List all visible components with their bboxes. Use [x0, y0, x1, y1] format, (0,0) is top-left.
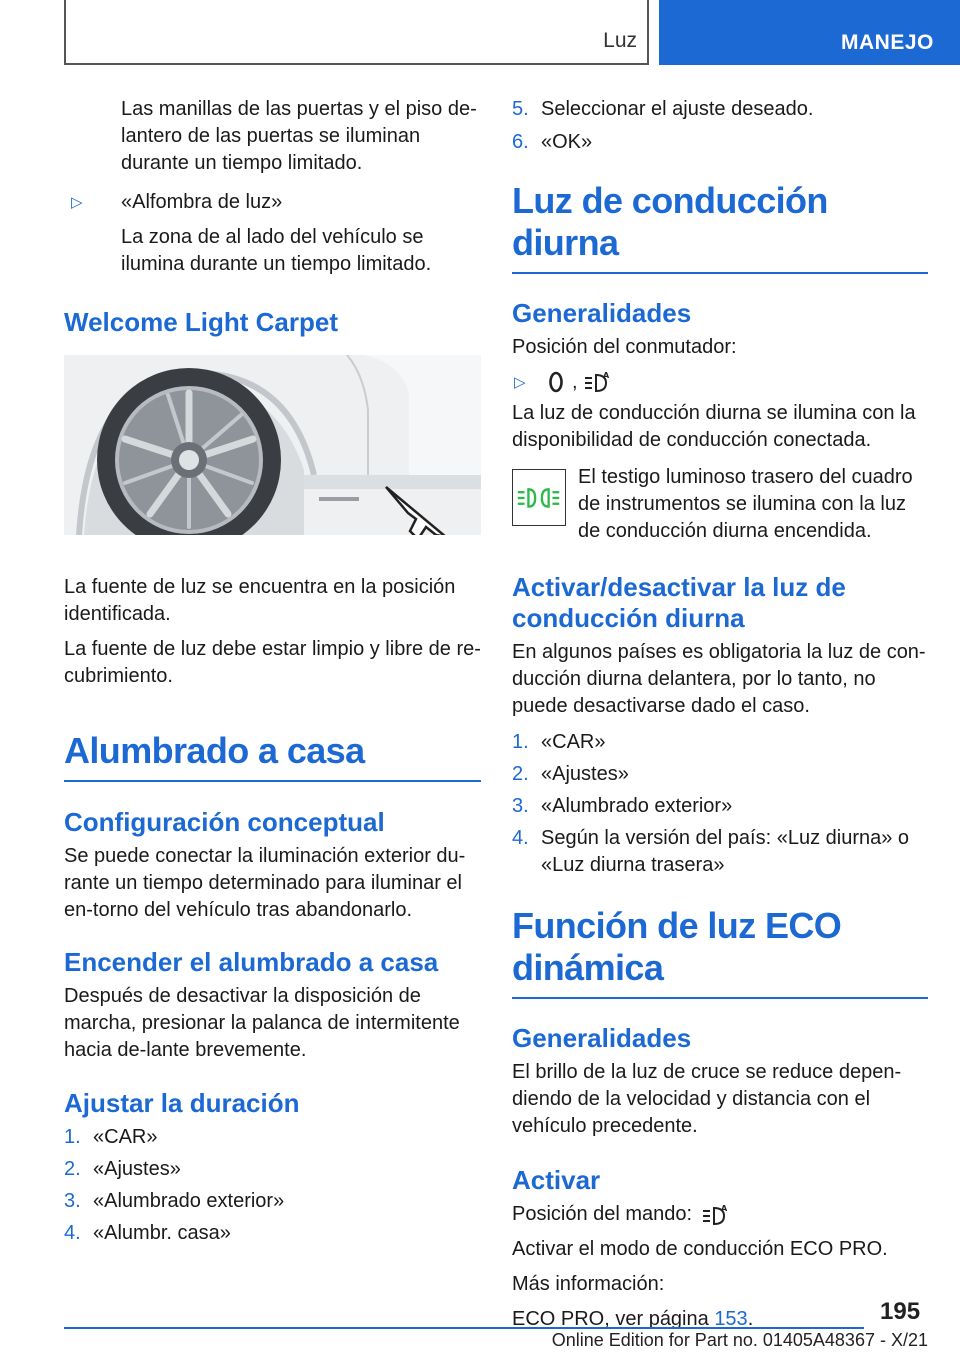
icon-separator: ,: [572, 370, 578, 393]
activate-heading: Activar: [512, 1165, 601, 1195]
header-chapter-tab: [659, 0, 960, 65]
bullet-triangle-icon: ▷: [71, 194, 83, 211]
left-column: [64, 96, 481, 1247]
list-item: 6. «OK»: [512, 131, 593, 153]
control-position-row: [512, 1201, 928, 1228]
switch-position-label: Posición del conmutador:: [512, 336, 737, 358]
indicator-text: El testigo luminoso trasero del cuadro de instrumentos se ilumina con la luz de conducción diurna encendida.: [578, 466, 913, 542]
list-item: 5. Seleccionar el ajuste deseado.: [512, 98, 814, 120]
bullet-triangle-icon: ▷: [514, 374, 526, 391]
eco-mode-text: Activar el modo de conducción ECO PRO.: [512, 1238, 888, 1260]
header-section-title: Luz: [603, 29, 637, 52]
welcome-paragraph-2: La fuente de luz debe estar limpio y libre de re-cubrimiento.: [64, 638, 481, 687]
drl-title: Luz de conducción diurna: [512, 180, 928, 274]
car-wheel-image: [64, 355, 481, 535]
auto-headlight-icon: [584, 370, 612, 394]
list-item: 4. Según la versión del país: «Luz diurna» o «Luz diurna trasera»: [512, 827, 910, 876]
header-section-box: [64, 0, 649, 65]
toggle-paragraph: En algunos países es obligatoria la luz de con-ducción diurna delantera, por lo tanto, no puede desactivarse dado el caso.: [512, 641, 926, 717]
page-number: 195: [880, 1298, 921, 1325]
list-item: 2. «Ajustes»: [512, 763, 629, 785]
list-item: 4. «Alumbr. casa»: [64, 1222, 231, 1244]
duration-heading: Ajustar la duración: [64, 1088, 300, 1118]
control-position-label: Posición del mando:: [512, 1203, 693, 1225]
home-lighting-title: Alumbrado a casa: [64, 730, 481, 782]
drl-paragraph: La luz de conducción diurna se ilumina con la disponibilidad de conducción conectada.: [512, 402, 916, 451]
eco-light-title: Función de luz ECO dinámica: [512, 905, 928, 999]
toggle-drl-heading: Activar/desactivar la luz de conducción diurna: [512, 572, 846, 633]
eco-reference: ECO PRO, ver página 153.: [512, 1308, 754, 1330]
intro-continuation: Las manillas de las puertas y el piso de-lantero de las puertas se iluminan durante un tiempo limitado.: [121, 98, 477, 174]
indicator-note: [512, 464, 928, 545]
welcome-paragraph-1: La fuente de luz se encuentra en la posición identificada.: [64, 576, 456, 625]
more-info-label: Más información:: [512, 1273, 665, 1295]
welcome-heading: Welcome Light Carpet: [64, 307, 339, 337]
footer-divider: [64, 1327, 864, 1329]
light-switch-zero-icon: [546, 370, 566, 394]
drl-general-heading: Generalidades: [512, 298, 692, 328]
concept-paragraph: Se puede conectar la iluminación exterior du-rante un tiempo determinado para iluminar el en-torno del vehículo tras abandonarlo.: [64, 845, 466, 921]
eco-general-heading: Generalidades: [512, 1023, 692, 1053]
switch-position-icons: [512, 370, 928, 394]
eco-paragraph: El brillo de la luz de cruce se reduce depen-diendo de la velocidad y distancia con el vehículo precedente.: [512, 1061, 902, 1137]
header-chapter-title: MANEJO: [841, 31, 934, 54]
carpet-bullet-item: [64, 189, 481, 216]
list-item: 3. «Alumbrado exterior»: [512, 795, 733, 817]
footer-edition: Online Edition for Part no. 01405A48367 - X/21: [551, 1330, 928, 1350]
list-item: 1. «CAR»: [512, 731, 606, 753]
list-item: 1. «CAR»: [64, 1126, 158, 1148]
svg-text:A: A: [602, 371, 609, 380]
carpet-description: La zona de al lado del vehículo se ilumina durante un tiempo limitado.: [121, 226, 432, 275]
switch-on-heading: Encender el alumbrado a casa: [64, 947, 439, 977]
list-item: 3. «Alumbrado exterior»: [64, 1190, 285, 1212]
switch-on-paragraph: Después de desactivar la disposición de marcha, presionar la palanca de intermitente hacia de-lante brevemente.: [64, 985, 460, 1061]
page-link-153[interactable]: 153: [714, 1308, 748, 1330]
svg-text:A: A: [721, 1203, 728, 1213]
auto-headlight-icon: [702, 1203, 730, 1227]
duration-steps-list: [64, 1124, 481, 1247]
continued-steps-list: [512, 96, 928, 156]
daytime-running-light-indicator-icon: [512, 469, 566, 526]
list-item: 2. «Ajustes»: [64, 1158, 181, 1180]
concept-heading: Configuración conceptual: [64, 807, 385, 837]
right-column: [512, 96, 928, 1333]
carpet-bullet-label: «Alfombra de luz»: [121, 191, 283, 213]
toggle-steps-list: [512, 729, 928, 879]
